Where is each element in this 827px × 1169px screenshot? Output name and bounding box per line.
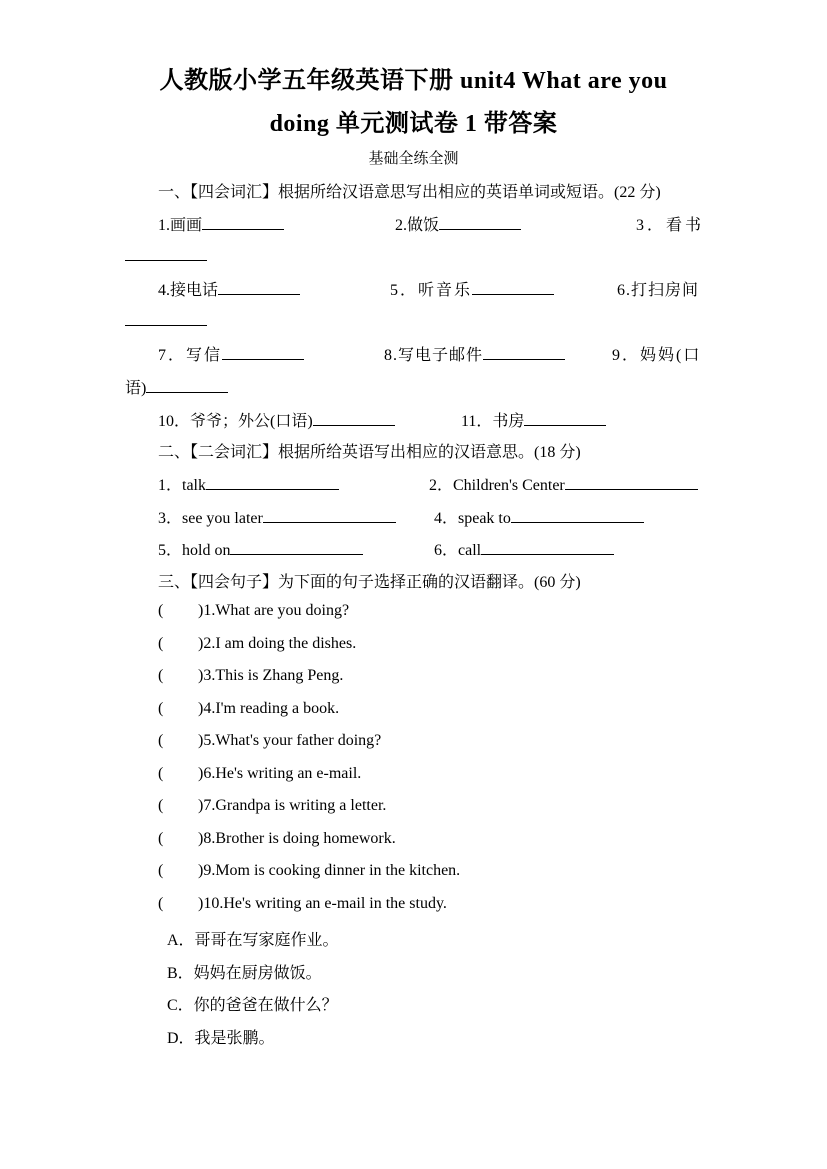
vocab-item: 4.接电话: [158, 277, 300, 300]
answer-blank[interactable]: [202, 217, 284, 230]
question-row: ( )7.Grandpa is writing a letter.: [158, 797, 387, 814]
vocab-item: 7．写信: [158, 342, 304, 365]
answer-blank[interactable]: [230, 542, 363, 555]
answer-blank[interactable]: [313, 413, 395, 426]
answer-paren[interactable]: (: [158, 830, 164, 847]
section2-heading: 二、【二会词汇】根据所给英语写出相应的汉语意思。(18 分): [158, 444, 581, 461]
option-d: D．我是张鹏。: [167, 1030, 275, 1047]
option-b: B．妈妈在厨房做饭。: [167, 965, 322, 982]
vocab-item: 9．妈妈(口: [612, 347, 702, 364]
answer-paren[interactable]: (: [158, 700, 164, 717]
answer-blank-wrap: [125, 248, 207, 266]
answer-paren[interactable]: (: [158, 635, 164, 652]
question-row: ( )2.I am doing the dishes.: [158, 635, 357, 652]
question-row: ( )8.Brother is doing homework.: [158, 830, 396, 847]
term-item: 5．hold on: [158, 537, 363, 560]
page-title-line2: doing 单元测试卷 1 带答案: [269, 111, 558, 137]
answer-blank[interactable]: [481, 542, 614, 555]
question-row: ( )4.I'm reading a book.: [158, 700, 340, 717]
answer-blank[interactable]: [125, 313, 207, 326]
section1-heading: 一、【四会词汇】根据所给汉语意思写出相应的英语单词或短语。(22 分): [158, 184, 661, 201]
vocab-item: 2.做饭: [395, 212, 521, 235]
answer-paren[interactable]: (: [158, 765, 164, 782]
answer-paren[interactable]: (: [158, 602, 164, 619]
answer-paren[interactable]: (: [158, 667, 164, 684]
vocab-item: 11．书房: [461, 408, 606, 431]
vocab-item: 1.画画: [158, 212, 284, 235]
vocab-item: 5．听音乐: [390, 277, 554, 300]
answer-blank[interactable]: [125, 248, 207, 261]
answer-paren[interactable]: (: [158, 797, 164, 814]
answer-blank[interactable]: [439, 217, 521, 230]
vocab-item: 语): [125, 375, 228, 398]
question-row: ( )6.He's writing an e-mail.: [158, 765, 362, 782]
question-row: ( )10.He's writing an e-mail in the study.: [158, 895, 447, 912]
subtitle: 基础全练全测: [368, 151, 459, 167]
answer-paren[interactable]: (: [158, 862, 164, 879]
answer-blank[interactable]: [222, 347, 304, 360]
question-row: ( )3.This is Zhang Peng.: [158, 667, 344, 684]
answer-paren[interactable]: (: [158, 895, 164, 912]
answer-blank[interactable]: [206, 477, 339, 490]
question-row: ( )9.Mom is cooking dinner in the kitchen.: [158, 862, 461, 879]
answer-blank[interactable]: [472, 282, 554, 295]
vocab-item: 10．爷爷；外公(口语): [158, 408, 395, 431]
section3-heading: 三、【四会句子】为下面的句子选择正确的汉语翻译。(60 分): [158, 574, 581, 591]
answer-blank[interactable]: [218, 282, 300, 295]
vocab-item: 6.打扫房间: [617, 282, 700, 299]
answer-blank[interactable]: [483, 347, 565, 360]
answer-blank[interactable]: [565, 477, 698, 490]
answer-blank[interactable]: [146, 380, 228, 393]
answer-blank-wrap: [125, 313, 207, 331]
term-item: 1．talk: [158, 472, 339, 495]
answer-blank[interactable]: [263, 510, 396, 523]
term-item: 2．Children's Center: [429, 472, 698, 495]
vocab-item: 3．看书: [636, 217, 705, 234]
answer-paren[interactable]: (: [158, 732, 164, 749]
term-item: 4．speak to: [434, 505, 644, 528]
term-item: 6．call: [434, 537, 614, 560]
answer-blank[interactable]: [524, 413, 606, 426]
answer-blank[interactable]: [511, 510, 644, 523]
term-item: 3．see you later: [158, 505, 396, 528]
page-title-line1: 人教版小学五年级英语下册 unit4 What are you: [159, 68, 668, 94]
question-row: ( )1.What are you doing?: [158, 602, 350, 619]
option-a: A．哥哥在写家庭作业。: [167, 932, 339, 949]
option-c: C．你的爸爸在做什么？: [167, 997, 338, 1014]
question-row: ( )5.What's your father doing?: [158, 732, 382, 749]
vocab-item: 8.写电子邮件: [384, 342, 565, 365]
